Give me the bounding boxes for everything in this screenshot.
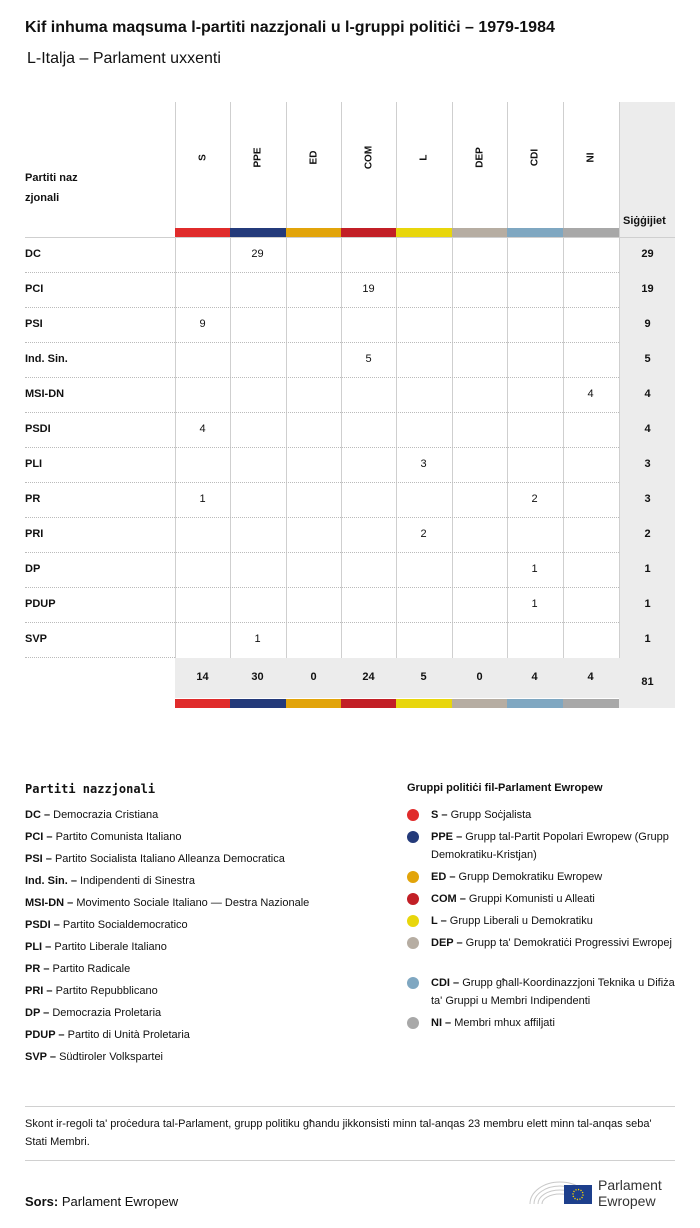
party-legend-code: SVP – (25, 1051, 56, 1063)
european-parliament-logo (528, 1170, 678, 1210)
party-legend-code: PSI – (25, 853, 52, 865)
party-legend-code: PDUP – (25, 1029, 65, 1041)
row-party-label: PSI (25, 318, 43, 330)
group-legend-code: PPE – (431, 831, 463, 843)
party-legend-code: PCI – (25, 831, 53, 843)
group-legend-code: ED – (431, 871, 456, 883)
group-color-swatch (507, 228, 563, 237)
table-cell-value: 4 (199, 423, 206, 435)
party-legend-code: DP – (25, 1007, 50, 1019)
source-value: Parlament Ewropew (61, 1194, 179, 1209)
group-legend-code: DEP – (431, 937, 463, 949)
party-legend-code: MSI-DN – (25, 897, 74, 909)
column-divider (230, 102, 231, 658)
group-legend-code: L – (431, 915, 447, 927)
group-legend-item (431, 828, 681, 864)
party-legend-code: PSDI – (25, 919, 60, 931)
party-legend-name: Partito Socialista Italiano Alleanza Democratica (54, 853, 285, 865)
group-column-header: CDI (529, 148, 541, 167)
header-rule (25, 237, 675, 238)
group-color-swatch (396, 228, 452, 237)
group-color-swatch (286, 699, 342, 708)
party-legend-item (25, 985, 158, 997)
row-total: 4 (644, 423, 651, 435)
row-total: 4 (644, 388, 651, 400)
logo-text-line-2: Ewropew (598, 1193, 656, 1209)
row-divider (25, 307, 619, 308)
column-total: 0 (476, 671, 483, 683)
group-column-header: PPE (252, 147, 264, 168)
row-total: 2 (644, 528, 651, 540)
row-total: 9 (644, 318, 651, 330)
logo-text-line-1: Parlament (598, 1177, 662, 1193)
group-color-dot (407, 809, 419, 821)
group-color-swatch (452, 699, 508, 708)
group-column-header: DEP (474, 147, 486, 168)
group-color-dot (407, 831, 419, 843)
grand-total: 81 (641, 676, 654, 688)
table-cell-value: 29 (251, 248, 264, 260)
group-color-swatch (341, 228, 397, 237)
row-total: 19 (641, 283, 654, 295)
seats-column-header: Siġġijiet (623, 215, 666, 227)
party-legend-item (25, 963, 130, 975)
group-color-swatch (175, 699, 231, 708)
group-legend-item (431, 890, 681, 908)
totals-column-background (619, 102, 675, 708)
column-total: 4 (531, 671, 538, 683)
row-total: 29 (641, 248, 654, 260)
party-legend-name: Movimento Sociale Italiano — Destra Nazionale (76, 897, 310, 909)
party-legend-item (25, 809, 158, 821)
party-legend-name: Partito Repubblicano (55, 985, 158, 997)
row-party-label: PCI (25, 283, 44, 295)
column-divider (452, 102, 453, 658)
party-legend-item (25, 897, 309, 909)
group-legend-name: Gruppi Komunisti u Alleati (468, 893, 595, 905)
group-color-swatch (286, 228, 342, 237)
group-legend-code: COM – (431, 893, 466, 905)
row-total: 1 (644, 633, 651, 645)
table-cell-value: 4 (587, 388, 594, 400)
table-cell-value: 2 (531, 493, 538, 505)
group-legend-code: S – (431, 809, 448, 821)
group-color-swatch (175, 228, 231, 237)
column-total: 4 (587, 671, 594, 683)
row-divider (25, 587, 619, 588)
group-color-dot (407, 893, 419, 905)
party-legend-code: PR – (25, 963, 50, 975)
party-legend-code: PLI – (25, 941, 52, 953)
party-legend-name: Democrazia Cristiana (53, 809, 159, 821)
group-column-header: NI (585, 152, 597, 163)
column-divider (341, 102, 342, 658)
group-legend-name: Grupp tal-Partit Popolari Ewropew (Grupp Demokratiku-Kristjan) (431, 831, 669, 861)
party-legend-item (25, 875, 195, 887)
party-legend-item (25, 1051, 163, 1063)
party-legend-item (25, 1007, 161, 1019)
group-legend-item (431, 974, 681, 1010)
group-legend-name: Grupp Demokratiku Ewropew (458, 871, 603, 883)
row-party-label: MSI-DN (25, 388, 65, 400)
group-color-swatch (452, 228, 508, 237)
party-legend-code: DC – (25, 809, 51, 821)
group-legend-item (431, 806, 681, 824)
group-color-swatch (563, 228, 619, 237)
row-total: 5 (644, 353, 651, 365)
party-legend-name: Partito Radicale (52, 963, 131, 975)
group-legend-code: CDI – (431, 977, 460, 989)
group-legend-item (431, 912, 681, 930)
group-color-swatch (230, 699, 286, 708)
party-legend-name: Partito di Unità Proletaria (67, 1029, 190, 1041)
party-legend-item (25, 831, 182, 843)
column-total: 14 (196, 671, 209, 683)
group-legend-item (431, 868, 681, 886)
party-legend-name: Indipendenti di Sinestra (80, 875, 195, 887)
row-party-label: Ind. Sin. (25, 353, 68, 365)
group-legend-name: Grupp għall-Koordinazzjoni Teknika u Difiża ta' Gruppi u Membri Indipendenti (431, 977, 675, 1007)
party-legend-item (25, 1029, 190, 1041)
column-total: 30 (251, 671, 264, 683)
group-column-header: S (197, 154, 209, 161)
group-color-swatch (341, 699, 397, 708)
table-cell-value: 5 (365, 353, 372, 365)
row-divider (25, 482, 619, 483)
group-color-dot (407, 1017, 419, 1029)
table-cell-value: 9 (199, 318, 206, 330)
row-party-label: DP (25, 563, 41, 575)
party-legend-item (25, 919, 188, 931)
table-cell-value: 1 (199, 493, 206, 505)
group-legend-name: Grupp Soċjalista (450, 809, 532, 821)
row-party-label: PDUP (25, 598, 56, 610)
table-cell-value: 1 (531, 563, 538, 575)
row-divider (25, 622, 619, 623)
group-legend-name: Grupp ta' Demokratiċi Progressivi Ewropej (465, 937, 672, 949)
party-legend-item (25, 853, 285, 865)
divider (25, 1106, 675, 1107)
row-total: 3 (644, 458, 651, 470)
row-party-label: DC (25, 248, 41, 260)
group-color-dot (407, 977, 419, 989)
group-column-header: COM (363, 145, 375, 170)
group-legend-title: Gruppi politiċi fil-Parlament Ewropew (407, 782, 603, 794)
party-legend-name: Democrazia Proletaria (52, 1007, 162, 1019)
party-legend-title: Partiti nazzjonali (25, 782, 156, 796)
table-cell-value: 19 (362, 283, 375, 295)
group-column-header: ED (308, 150, 320, 165)
party-legend-name: Partito Liberale Italiano (54, 941, 167, 953)
table-cell-value: 3 (420, 458, 427, 470)
column-total: 0 (310, 671, 317, 683)
group-color-swatch (230, 228, 286, 237)
row-total: 1 (644, 563, 651, 575)
group-color-swatch (563, 699, 619, 708)
column-divider (175, 102, 176, 658)
table-cell-value: 2 (420, 528, 427, 540)
row-party-label: SVP (25, 633, 48, 645)
group-legend-item (431, 1014, 681, 1032)
party-column-header: Partiti nazzjonali (25, 172, 78, 204)
group-legend-code: NI – (431, 1017, 452, 1029)
row-total: 3 (644, 493, 651, 505)
column-divider (396, 102, 397, 658)
source-line (25, 1194, 178, 1209)
row-party-label: PSDI (25, 423, 51, 435)
group-color-dot (407, 871, 419, 883)
row-total: 1 (644, 598, 651, 610)
row-party-label: PRI (25, 528, 44, 540)
divider (25, 1160, 675, 1161)
party-legend-code: Ind. Sin. – (25, 875, 77, 887)
column-total: 5 (420, 671, 427, 683)
party-legend-name: Partito Comunista Italiano (55, 831, 182, 843)
row-divider (25, 657, 175, 658)
column-divider (563, 102, 564, 658)
table-cell-value: 1 (531, 598, 538, 610)
row-divider (25, 412, 619, 413)
row-divider (25, 342, 619, 343)
group-legend-name: Grupp Liberali u Demokratiku (449, 915, 593, 927)
page-subtitle: L-Italja – Parlament uxxenti (27, 50, 221, 67)
party-legend-name: Südtiroler Volkspartei (59, 1051, 164, 1063)
party-legend-name: Partito Socialdemocratico (62, 919, 188, 931)
group-color-dot (407, 915, 419, 927)
group-legend-item (431, 934, 681, 952)
footnote: Skont ir-regoli ta' proċedura tal-Parlament, grupp politiku għandu jikkonsisti minn tal-anqas 23 membru elett minn tal-anqas seba' Stati Membri. (25, 1118, 652, 1148)
table-cell-value: 1 (254, 633, 261, 645)
row-divider (25, 377, 619, 378)
group-color-swatch (507, 699, 563, 708)
page-title: Kif inhuma maqsuma l-partiti nazzjonali u l-gruppi politiċi – 1979-1984 (25, 19, 555, 36)
group-legend-name: Membri mhux affiljati (454, 1017, 555, 1029)
row-divider (25, 517, 619, 518)
row-divider (25, 272, 619, 273)
row-party-label: PR (25, 493, 41, 505)
column-total: 24 (362, 671, 375, 683)
group-column-header: L (418, 154, 430, 161)
party-legend-item (25, 941, 167, 953)
row-party-label: PLI (25, 458, 43, 470)
row-divider (25, 552, 619, 553)
party-legend-code: PRI – (25, 985, 53, 997)
row-divider (25, 447, 619, 448)
group-color-swatch (396, 699, 452, 708)
group-color-dot (407, 937, 419, 949)
column-divider (286, 102, 287, 658)
source-label: Sors: (25, 1194, 59, 1209)
